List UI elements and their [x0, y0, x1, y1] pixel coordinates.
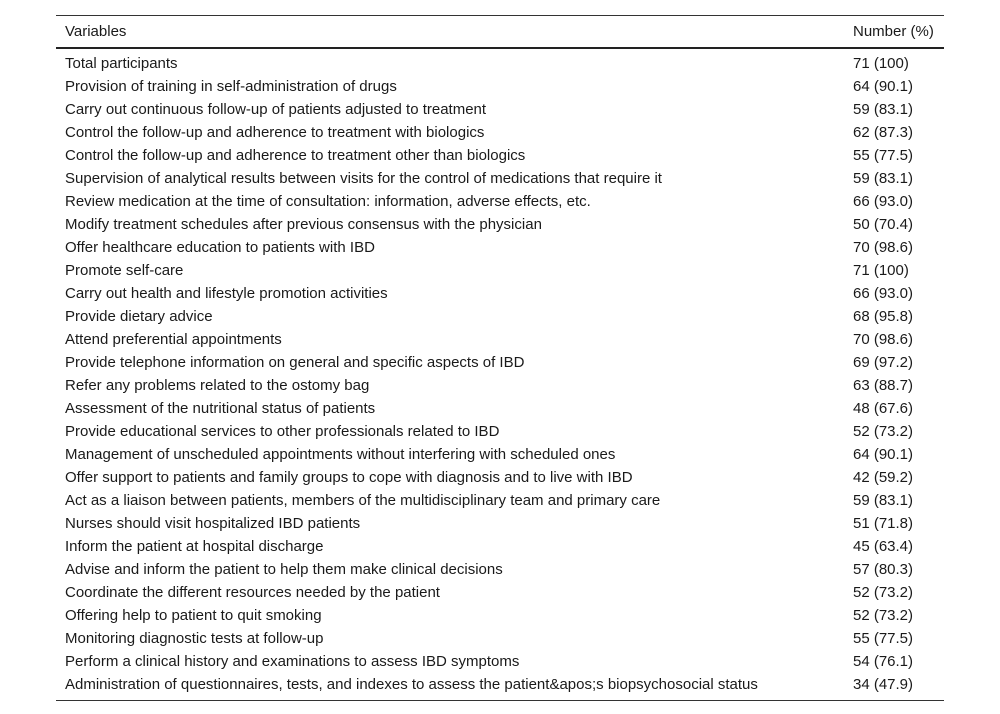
cell-number: 64 (90.1) [852, 78, 914, 95]
table-row [56, 190, 944, 213]
data-table-container [56, 15, 944, 701]
header-variables: Variables [65, 23, 127, 40]
table-row [56, 98, 944, 121]
cell-variable: Management of unscheduled appointments without interfering with scheduled ones [65, 446, 616, 463]
cell-number: 42 (59.2) [852, 469, 914, 486]
table-row [56, 213, 944, 236]
cell-variable: Promote self-care [65, 262, 184, 279]
table-row [56, 397, 944, 420]
cell-variable: Control the follow-up and adherence to treatment with biologics [65, 124, 485, 141]
table-row [56, 558, 944, 581]
cell-number: 70 (98.6) [852, 239, 914, 256]
table-row [56, 420, 944, 443]
table-row [56, 75, 944, 98]
cell-variable: Offer healthcare education to patients with IBD [65, 239, 375, 256]
table-row [56, 512, 944, 535]
cell-number: 64 (90.1) [852, 446, 914, 463]
cell-number: 71 (100) [852, 55, 909, 72]
cell-variable: Nurses should visit hospitalized IBD patients [65, 515, 361, 532]
cell-number: 66 (93.0) [852, 285, 914, 302]
cell-number: 34 (47.9) [852, 676, 914, 693]
cell-number: 54 (76.1) [852, 653, 914, 670]
cell-variable: Inform the patient at hospital discharge [65, 538, 324, 555]
cell-variable: Refer any problems related to the ostomy bag [65, 377, 370, 394]
table-body [56, 48, 944, 701]
cell-variable: Coordinate the different resources needed by the patient [65, 584, 440, 601]
table-row [56, 328, 944, 351]
cell-number: 59 (83.1) [852, 170, 914, 187]
cell-number: 70 (98.6) [852, 331, 914, 348]
table-row [56, 673, 944, 701]
cell-number: 59 (83.1) [852, 492, 914, 509]
cell-number: 57 (80.3) [852, 561, 914, 578]
cell-variable: Offering help to patient to quit smoking [65, 607, 322, 624]
cell-variable: Monitoring diagnostic tests at follow-up [65, 630, 324, 647]
header-number: Number (%) [852, 23, 934, 40]
cell-number: 59 (83.1) [852, 101, 914, 118]
cell-number: 52 (73.2) [852, 584, 914, 601]
table-row [56, 259, 944, 282]
cell-variable: Provide educational services to other professionals related to IBD [65, 423, 500, 440]
cell-variable: Modify treatment schedules after previous consensus with the physician [65, 216, 542, 233]
table-row [56, 167, 944, 190]
cell-number: 69 (97.2) [852, 354, 914, 371]
cell-variable: Carry out health and lifestyle promotion activities [65, 285, 388, 302]
table-row [56, 489, 944, 512]
table-row [56, 236, 944, 259]
cell-variable: Provide telephone information on general and specific aspects of IBD [65, 354, 525, 371]
cell-variable: Advise and inform the patient to help them make clinical decisions [65, 561, 503, 578]
cell-number: 52 (73.2) [852, 607, 914, 624]
table-row [56, 535, 944, 558]
table-header [56, 16, 944, 49]
cell-variable: Total participants [65, 55, 178, 72]
table-row [56, 121, 944, 144]
cell-variable: Supervision of analytical results between visits for the control of medications that require it [65, 170, 662, 187]
cell-number: 52 (73.2) [852, 423, 914, 440]
cell-variable: Perform a clinical history and examinations to assess IBD symptoms [65, 653, 520, 670]
cell-number: 51 (71.8) [852, 515, 914, 532]
cell-number: 68 (95.8) [852, 308, 914, 325]
table-row [56, 443, 944, 466]
cell-variable: Control the follow-up and adherence to treatment other than biologics [65, 147, 526, 164]
table-row [56, 466, 944, 489]
table-row [56, 604, 944, 627]
cell-variable: Assessment of the nutritional status of patients [65, 400, 376, 417]
table-row [56, 351, 944, 374]
cell-variable: Act as a liaison between patients, members of the multidisciplinary team and primary care [65, 492, 661, 509]
cell-variable: Attend preferential appointments [65, 331, 282, 348]
cell-variable: Administration of questionnaires, tests, and indexes to assess the patient&apos;s biopsychosocial status [65, 676, 758, 693]
table-row [56, 48, 944, 75]
cell-number: 50 (70.4) [852, 216, 914, 233]
cell-number: 63 (88.7) [852, 377, 914, 394]
cell-number: 71 (100) [852, 262, 909, 279]
cell-number: 62 (87.3) [852, 124, 914, 141]
table-row [56, 282, 944, 305]
data-table [56, 15, 944, 701]
table-row [56, 581, 944, 604]
cell-variable: Carry out continuous follow-up of patients adjusted to treatment [65, 101, 487, 118]
table-row [56, 305, 944, 328]
table-row [56, 374, 944, 397]
table-row [56, 650, 944, 673]
header-row [56, 16, 944, 49]
cell-number: 55 (77.5) [852, 630, 914, 647]
cell-variable: Provision of training in self-administration of drugs [65, 78, 397, 95]
cell-variable: Offer support to patients and family groups to cope with diagnosis and to live with IBD [65, 469, 633, 486]
cell-variable: Provide dietary advice [65, 308, 213, 325]
table-row [56, 627, 944, 650]
cell-number: 66 (93.0) [852, 193, 914, 210]
cell-number: 45 (63.4) [852, 538, 914, 555]
cell-variable: Review medication at the time of consultation: information, adverse effects, etc. [65, 193, 591, 210]
cell-number: 55 (77.5) [852, 147, 914, 164]
table-row [56, 144, 944, 167]
cell-number: 48 (67.6) [852, 400, 914, 417]
